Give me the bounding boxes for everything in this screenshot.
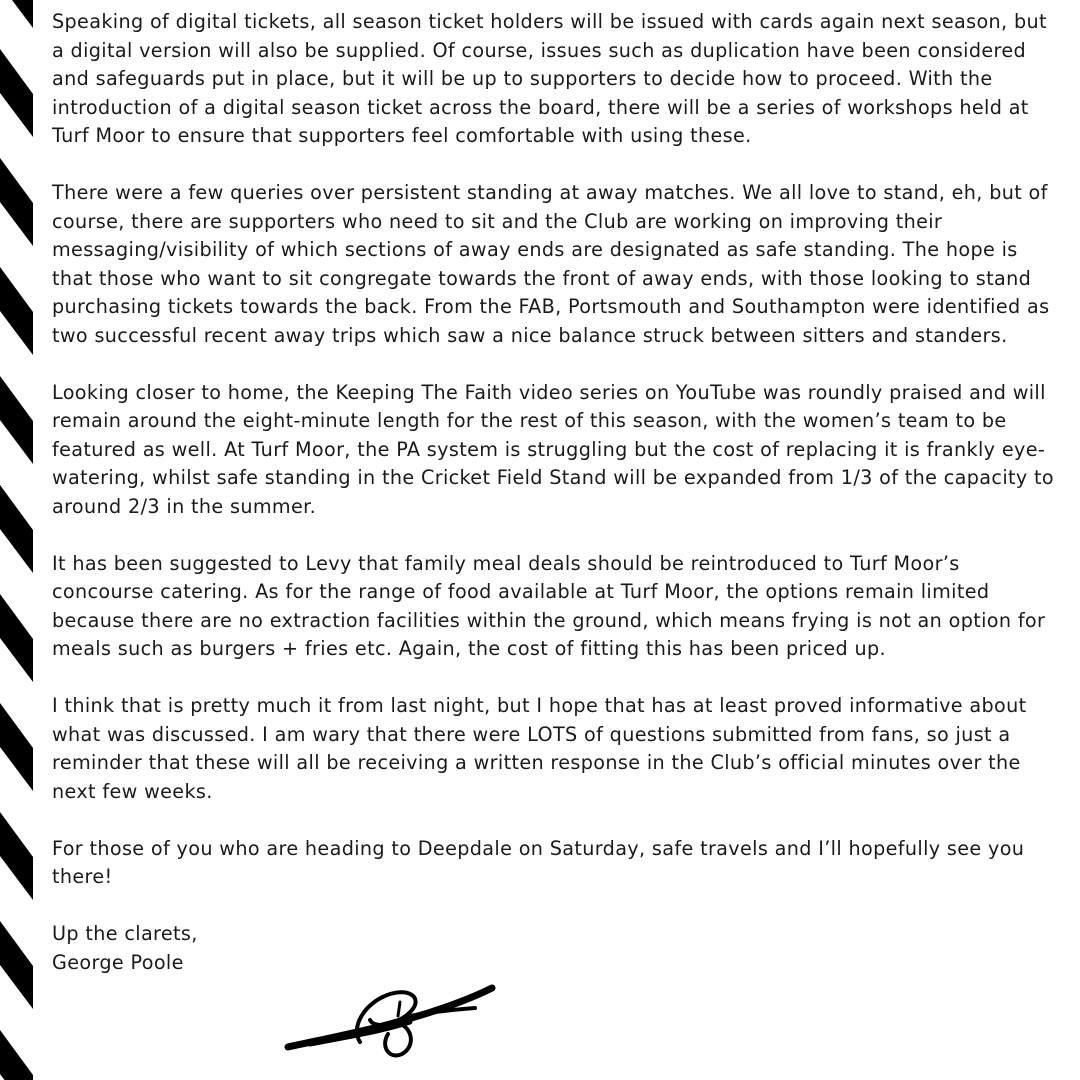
stripe — [0, 49, 33, 137]
stripe — [0, 0, 33, 28]
handwritten-signature — [280, 972, 500, 1062]
stripe — [0, 921, 33, 1009]
diagonal-stripe-border — [0, 0, 40, 1080]
sign-off: Up the clarets, — [52, 922, 198, 945]
letter-body — [52, 8, 1064, 977]
paragraph-deepdale: For those of you who are heading to Deepdale on Saturday, safe travels and I’ll hopefully see you there! — [52, 836, 1025, 888]
stripe — [0, 812, 33, 900]
stripe — [0, 1030, 33, 1080]
stripe — [0, 485, 33, 573]
paragraph-digital-tickets: Speaking of digital tickets, all season ticket holders will be issued with cards again next season, but a digital version will also be supplied. Of course, issues such as duplication have been considered and safeguards put in place, but it will be up to supporters to decide how to proceed. With the introduction of a digital season ticket across the board, there will be a series of workshops held at Turf Moor to ensure that supporters feel comfortable with using these. — [52, 10, 1047, 147]
stripe — [0, 267, 33, 355]
paragraph-video-series: Looking closer to home, the Keeping The Faith video series on YouTube was roundly praised and will remain around the eight-minute length for the rest of this season, with the women’s team to be featured as well. At Turf Moor, the PA system is struggling but the cost of replacing it is frankly eye-watering, whilst safe standing in the Cricket Field Stand will be expanded from 1/3 of the capacity to around 2/3 in the summer. — [52, 380, 1054, 518]
stripe — [0, 158, 33, 246]
stripe — [0, 376, 33, 464]
paragraph-standing: There were a few queries over persistent standing at away matches. We all love to stand, eh, but of course, there are supporters who need to sit and the Club are working on improving their messaging/visibility of which sections of away ends are designated as safe standing. The hope is that those who want to sit congregate towards the front of away ends, with those looking to stand purchasing tickets towards the back. From the FAB, Portsmouth and Southampton were identified as two successful recent away trips which saw a nice balance struck between sitters and standers. — [52, 181, 1050, 347]
paragraph-catering: It has been suggested to Levy that family meal deals should be reintroduced to Turf Moor’s concourse catering. As for the range of food available at Turf Moor, the options remain limited because there are no extraction facilities within the ground, which means frying is not an option for meals such as burgers + fries etc. Again, the cost of fitting this has been priced up. — [52, 551, 1046, 660]
paragraph-questions: I think that is pretty much it from last night, but I hope that has at least proved informative about what was discussed. I am wary that there were LOTS of questions submitted from fans, so just a reminder that these will all be receiving a written response in the Club’s official minutes over the next few weeks. — [52, 694, 1027, 803]
author-name: George Poole — [52, 950, 184, 974]
stripe — [0, 594, 33, 682]
stripe — [0, 703, 33, 791]
